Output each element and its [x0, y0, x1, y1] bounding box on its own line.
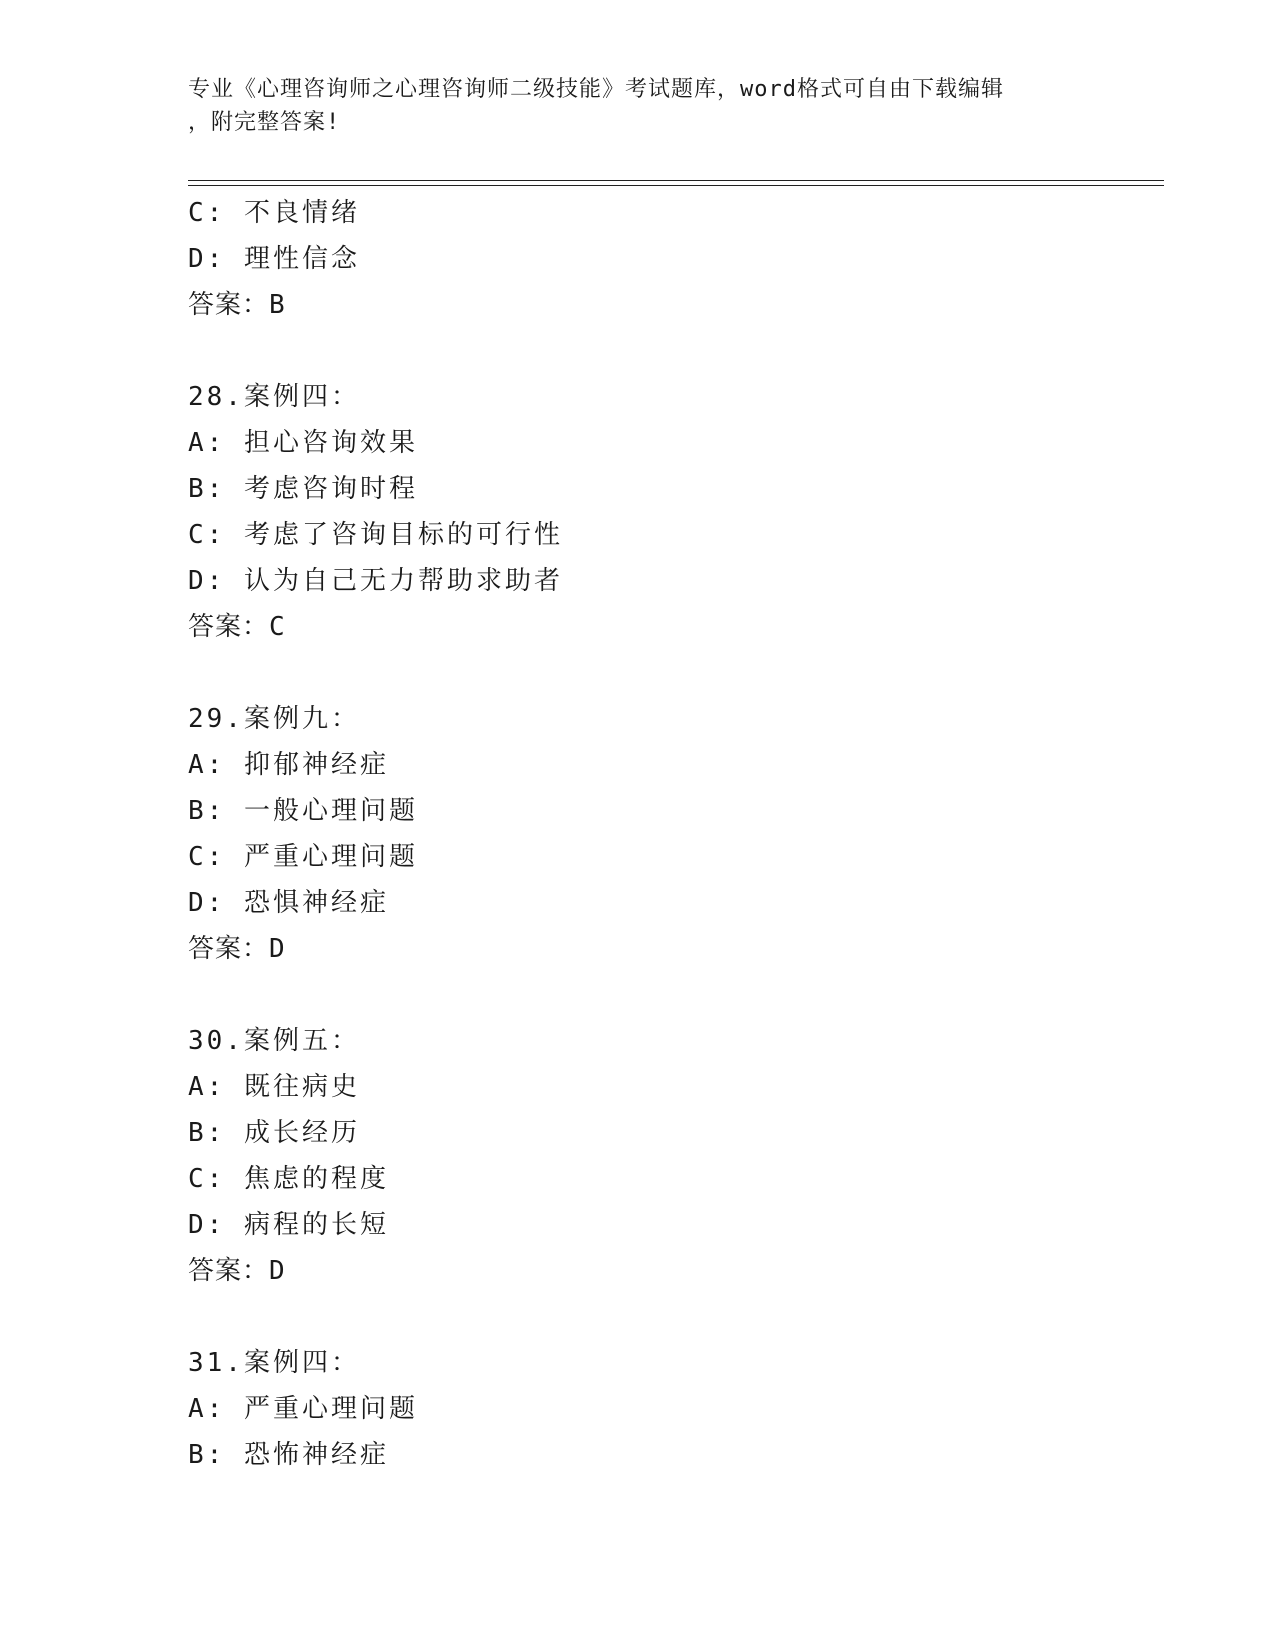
option-b: B: 恐怖神经症: [188, 1440, 389, 1470]
answer-line: 答案：C: [188, 612, 286, 642]
document-header: [188, 73, 1088, 139]
option-a: A: 抑郁神经症: [188, 750, 389, 780]
option-c: C: 严重心理问题: [188, 842, 418, 872]
option-b: B: 成长经历: [188, 1118, 360, 1148]
question-stem: 28.案例四：: [188, 382, 360, 412]
header-divider-top: [188, 180, 1164, 181]
option-d: D: 病程的长短: [188, 1210, 389, 1240]
header-line-2: ，附完整答案!: [188, 110, 341, 135]
option-c: C: 考虑了咨询目标的可行性: [188, 520, 563, 550]
answer-line: 答案：D: [188, 934, 286, 964]
answer-line: 答案：B: [188, 290, 286, 320]
option-d: D: 认为自己无力帮助求助者: [188, 566, 563, 596]
option-d: D: 恐惧神经症: [188, 888, 389, 918]
option-c: C: 焦虑的程度: [188, 1164, 389, 1194]
header-divider-bottom: [188, 185, 1164, 186]
option-b: B: 一般心理问题: [188, 796, 418, 826]
option-a: A: 担心咨询效果: [188, 428, 418, 458]
question-stem: 31.案例四：: [188, 1348, 360, 1378]
option-b: B: 考虑咨询时程: [188, 474, 418, 504]
header-line-1: 专业《心理咨询师之心理咨询师二级技能》考试题库，word格式可自由下载编辑: [188, 77, 1004, 102]
option-d: D: 理性信念: [188, 244, 360, 274]
question-stem: 30.案例五：: [188, 1026, 360, 1056]
option-a: A: 既往病史: [188, 1072, 360, 1102]
answer-line: 答案：D: [188, 1256, 286, 1286]
question-stem: 29.案例九：: [188, 704, 360, 734]
question-list: [188, 190, 1088, 1478]
option-c: C: 不良情绪: [188, 198, 360, 228]
option-a: A: 严重心理问题: [188, 1394, 418, 1424]
